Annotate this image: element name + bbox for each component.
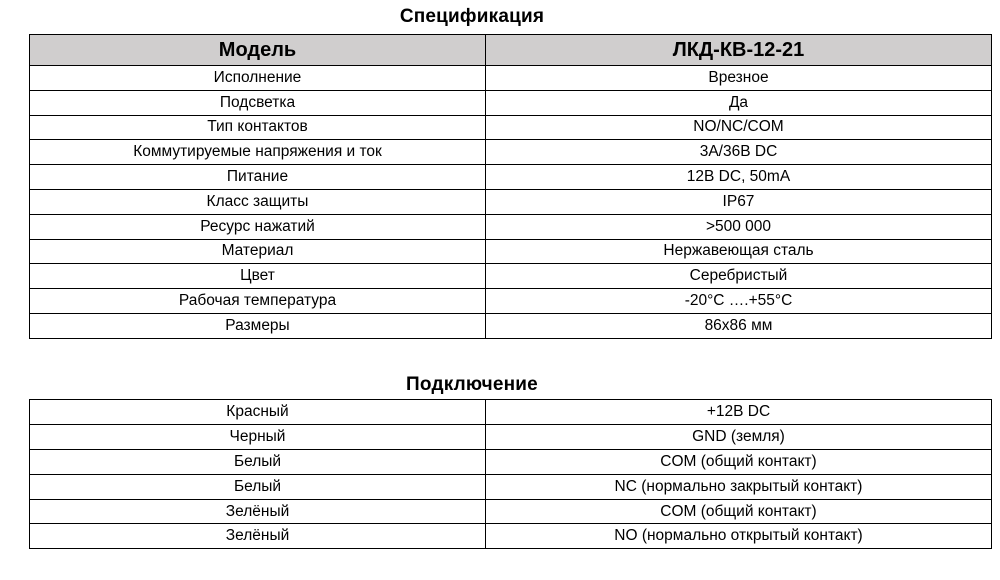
spec-label: Материал: [30, 239, 486, 264]
table-row: [30, 449, 992, 474]
wire-function: COM (общий контакт): [486, 499, 992, 524]
table-row: [30, 524, 992, 549]
spec-label: Подсветка: [30, 90, 486, 115]
spec-value: Врезное: [486, 66, 992, 91]
spec-label: Исполнение: [30, 66, 486, 91]
spec-header-model: Модель: [30, 35, 486, 66]
table-row: [30, 90, 992, 115]
wire-color: Красный: [30, 400, 486, 425]
wire-color: Зелёный: [30, 524, 486, 549]
table-row: [30, 115, 992, 140]
spec-label: Коммутируемые напряжения и ток: [30, 140, 486, 165]
wire-color: Черный: [30, 424, 486, 449]
spec-label: Ресурс нажатий: [30, 214, 486, 239]
wire-function: COM (общий контакт): [486, 449, 992, 474]
spec-value: NO/NC/COM: [486, 115, 992, 140]
table-row: [30, 189, 992, 214]
spec-header-model-value: ЛКД-КВ-12-21: [486, 35, 992, 66]
spec-value: 3А/36В DC: [486, 140, 992, 165]
spec-value: 86x86 мм: [486, 313, 992, 338]
connection-table: [29, 399, 992, 549]
spec-label: Цвет: [30, 264, 486, 289]
spec-value: 12В DC, 50mA: [486, 165, 992, 190]
table-row: [30, 66, 992, 91]
spec-value: Да: [486, 90, 992, 115]
spec-value: >500 000: [486, 214, 992, 239]
table-row: [30, 289, 992, 314]
wire-color: Зелёный: [30, 499, 486, 524]
spec-header-row: [30, 35, 992, 66]
table-row: [30, 140, 992, 165]
table-row: [30, 474, 992, 499]
table-row: [30, 165, 992, 190]
table-row: [30, 400, 992, 425]
table-row: [30, 313, 992, 338]
table-row: [30, 424, 992, 449]
spec-label: Размеры: [30, 313, 486, 338]
wire-color: Белый: [30, 449, 486, 474]
table-row: [30, 264, 992, 289]
spec-label: Рабочая температура: [30, 289, 486, 314]
spec-value: Серебристый: [486, 264, 992, 289]
wire-function: GND (земля): [486, 424, 992, 449]
spec-label: Питание: [30, 165, 486, 190]
spec-value: -20°C ….+55°C: [486, 289, 992, 314]
spec-value: Нержавеющая сталь: [486, 239, 992, 264]
wire-function: +12В DC: [486, 400, 992, 425]
table-row: [30, 239, 992, 264]
wire-function: NO (нормально открытый контакт): [486, 524, 992, 549]
spec-label: Тип контактов: [30, 115, 486, 140]
table-row: [30, 214, 992, 239]
table-row: [30, 499, 992, 524]
connection-title: Подключение: [406, 374, 538, 395]
spec-label: Класс защиты: [30, 189, 486, 214]
wire-function: NC (нормально закрытый контакт): [486, 474, 992, 499]
spec-value: IP67: [486, 189, 992, 214]
spec-title: Спецификация: [399, 6, 545, 27]
spec-table: [29, 34, 992, 339]
wire-color: Белый: [30, 474, 486, 499]
